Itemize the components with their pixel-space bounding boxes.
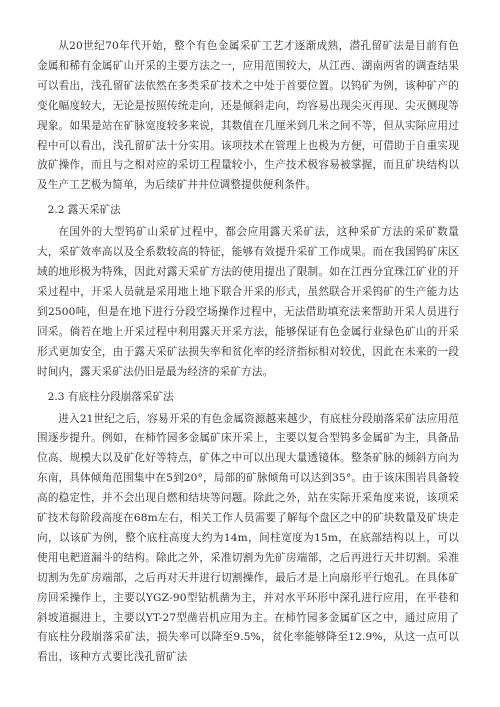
paragraph-shallow-hole-shrinkage: 从20世纪70年代开始，整个有色金属采矿工艺才逐渐成熟，潜孔留矿法是目前有色金属和稀有金属矿山开采的主要方法之一，应用范围较大，从江西、湖南两省的调查结果可以看出，浅孔留矿法依然在多类采矿技术之中处于首要位置。以钨矿为例，该种矿产的变化幅度较大，无论是按照传统走向，还是倾斜走向，均容易出现尖灭再现、尖灭侧现等现象。如果是站在矿脉宽度较多来说，其数值在几厘米到几米之间不等，但从实际应用过程中可以看出，浅孔留矿法十分实用。该项技术在管理上也极为方便，可借助于自重实现放矿操作，而且与之相对应的采切工程量较小，生产技术极容易被掌握，而且矿块结构以及生产工艺极为简单，为后续矿井井位调整提供便利条件。 (37, 40, 459, 192)
paragraph-open-pit-mining: 在国外的大型钨矿山采矿过程中，都会应用露天采矿法，这种采矿方法的采矿数量大，采矿效率高以及全系数较高的特征，能够有效提升采矿工作成果。而在我国钨矿床区域的地形极为特殊，因此对露天采矿方法的使用提出了限制。如在江西分宜珠江矿业的开采过程中，开采人员就是采用地上地下联合开采的形式，虽然联合开采钨矿的生产能力达到2500吨，但是在地下进行分段空场操作过程中，无法借助填充法来帮助开采人员进行回采。倘若在地上开采过程中利用露天开采方法，能够保证有色金属行业绿色矿山的开采形式更加安全，由于露天采矿法损失率和贫化率的经济指标相对较优，因此在未来的一段时间内，露天采矿法仍旧是最为经济的采矿方法。 (37, 226, 459, 378)
section-heading-open-pit: 2.2 露天采矿法 (47, 204, 121, 217)
section-heading-sublevel-caving: 2.3 有底柱分段崩落采矿法 (47, 390, 174, 403)
paragraph-sublevel-caving: 进入21世纪之后，容易开采的有色金属资源越来越少，有底柱分段崩落采矿法应用范围逐步提升。例如，在柿竹园多金属矿床开采上，主要以复合型钨多金属矿为主，具备品位高、规模大以及矿化好等特点，矿体之中可以出现大量透镜体。整条矿脉的倾斜方向为东南，具体倾角范围集中在5到20°，局部的矿脉倾角可以达到35°。由于该床围岩具备较高的稳定性，并不会出现自燃和结块等问题。除此之外，站在实际开采角度来说，该项采矿技术每阶段高度在68m左右，相关工作人员需要了解每个盘区之中的矿块数量及矿块走向，以该矿为例，整个底柱高度大约为14m，间柱宽度为15m，在底部结构以上，可以使用电耙道漏斗的结构。除此之外，采准切割为先矿房端部，之后再进行天井切割。采准切割为先矿房端部，之后再对天井进行切割操作，最后才是上向扇形平行炮孔。在具体矿房回采操作上，主要以YGZ-90型钻机凿为主，并对水平环形中深孔进行应用，在平巷和斜坡道掘进上，主要以YT-27型凿岩机应用为主。在柿竹园多金属矿区之中，通过应用了有底柱分段崩落采矿法，损失率可以降至9.5%，贫化率能够降至12.9%，从这一点可以看出，该种方式要比浅孔留矿法 (37, 412, 459, 664)
